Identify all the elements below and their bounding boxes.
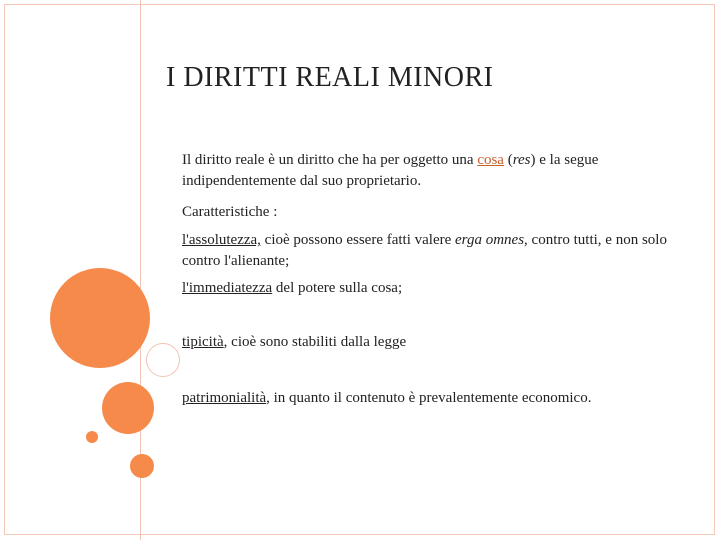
paragraph-tipicita: tipicità, cioè sono stabiliti dalla legge xyxy=(182,334,407,350)
decorative-circle-tiny xyxy=(86,431,98,443)
decorative-circle-large xyxy=(50,268,150,368)
paragraph-patrimonialita: patrimonialità, in quanto il contenuto è prevalentemente economico. xyxy=(182,390,592,406)
slide-title: I DIRITTI REALI MINORI xyxy=(166,62,494,93)
decorative-circle-outline xyxy=(146,343,180,377)
link-cosa[interactable]: cosa xyxy=(477,152,504,168)
paragraph-assolutezza: l'assolutezza, cioè possono essere fatti valere erga omnes, contro tutti, e non solo contro l'alienante; xyxy=(182,232,667,269)
decorative-circle-small xyxy=(130,454,154,478)
paragraph-immediatezza: l'immediatezza del potere sulla cosa; xyxy=(182,280,403,296)
decorative-circle-medium xyxy=(102,382,154,434)
paragraph-characteristics-heading: Caratteristiche : xyxy=(182,204,278,220)
paragraph-definition: Il diritto reale è un diritto che ha per oggetto una cosa (res) e la segue indipendentemente dal suo proprietario. xyxy=(182,152,599,189)
